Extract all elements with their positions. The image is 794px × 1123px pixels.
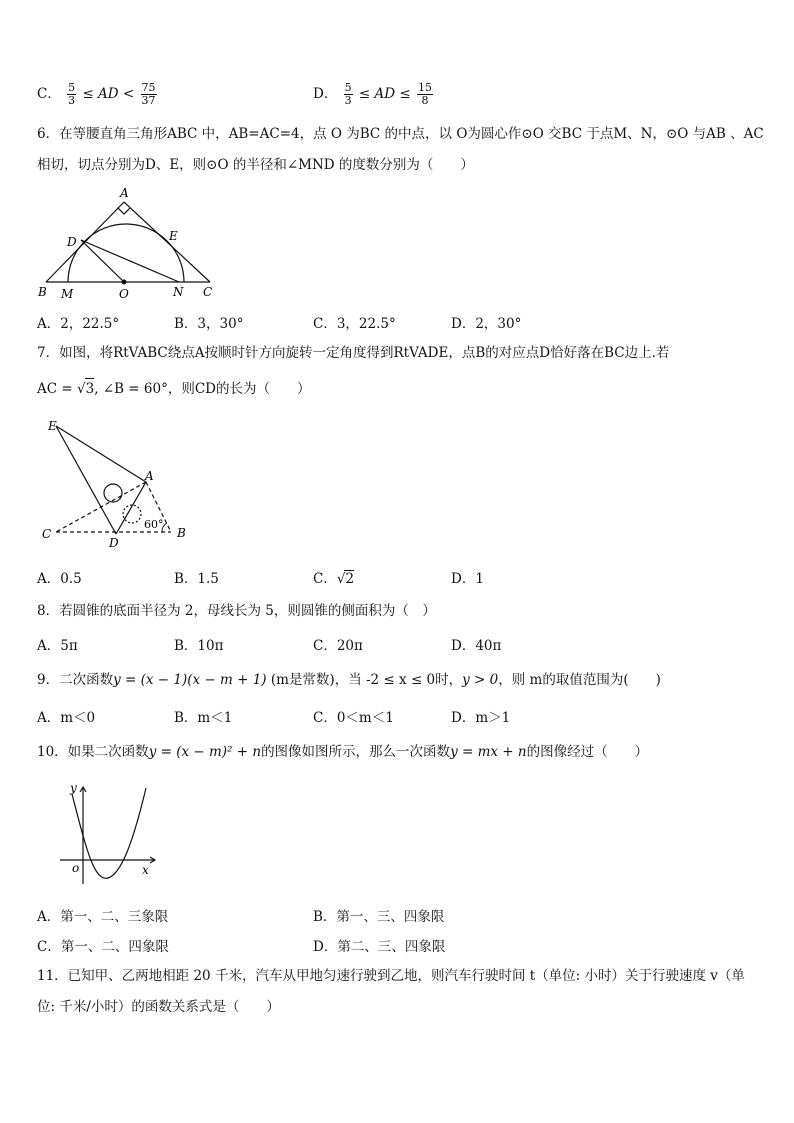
q8-stem: 8．若圆锥的底面半径为 2，母线长为 5，则圆锥的侧面积为（ ） [37, 603, 436, 619]
q11-stem-line2: 位: 千米/小时）的函数关系式是（ ） [37, 999, 280, 1015]
q7-option-c[interactable]: C．√2 [313, 571, 355, 587]
q8-option-d[interactable]: D．40π [451, 638, 502, 654]
q10-option-b[interactable]: B．第一、三、四象限 [313, 909, 445, 925]
q6-figure [36, 184, 218, 302]
axis-y-label: y [70, 781, 77, 795]
q9-expression: y = (x − 1)(x − m + 1) [113, 672, 267, 688]
fraction: $\frac{15}{8}$ [418, 81, 432, 107]
q9-option-d[interactable]: D．m＞1 [451, 710, 511, 726]
label-e: E [48, 419, 57, 433]
label-m: M [61, 287, 74, 301]
q8-option-c[interactable]: C．20π [313, 638, 363, 654]
q5-option-c[interactable]: C． $\frac{5}{3}$ ≤ AD < $\frac{75}{37}$ [37, 81, 156, 107]
fraction: $\frac{75}{37}$ [141, 81, 156, 107]
angle-label: 60° [144, 518, 164, 531]
q10-graph [56, 778, 160, 890]
q6-option-b[interactable]: B．3，30° [174, 316, 244, 332]
q7-figure [36, 416, 196, 552]
label-c: C [42, 527, 52, 541]
fraction: $\frac{5}{3}$ [344, 81, 352, 107]
label-b: B [38, 285, 47, 299]
q9-option-c[interactable]: C．0＜m＜1 [313, 710, 394, 726]
q10-stem: 10．如果二次函数y = (x − m)² + n的图像如图所示，那么一次函数y = mx + n的图像经过（ ） [37, 744, 649, 760]
label-d: D [67, 235, 77, 249]
q5-option-d[interactable]: D． $\frac{5}{3}$ ≤ AD ≤ $\frac{15}{8}$ [313, 81, 432, 107]
label-n: N [173, 285, 184, 299]
q10-linear-expression: y = mx + n [450, 744, 527, 760]
q7-stem-line1: 7．如图，将RtVABC绕点A按顺时针方向旋转一定角度得到RtVADE，点B的对应点D恰好落在BC边上.若 [37, 345, 670, 361]
q10-option-d[interactable]: D．第二、三、四象限 [313, 939, 446, 955]
q10-option-c[interactable]: C．第一、二、四象限 [37, 939, 169, 955]
q10-option-a[interactable]: A．第一、二、三象限 [37, 909, 169, 925]
label-a: A [120, 186, 129, 200]
label-o: O [119, 287, 129, 301]
label-a: A [145, 469, 154, 483]
q9-option-b[interactable]: B．m＜1 [174, 710, 233, 726]
origin-label: o [72, 861, 80, 875]
label-c: C [203, 285, 213, 299]
q9-stem: 9．二次函数y = (x − 1)(x − m + 1) (m是常数)，当 -2 ≤ x ≤ 0时，y > 0，则 m的取值范围为( ) [37, 672, 661, 688]
q6-stem-line1: 6．在等腰直角三角形ABC 中，AB=AC=4，点 O 为BC 的中点，以 O为圆心作⊙O 交BC 于点M、N，⊙O 与AB 、AC [37, 126, 764, 142]
q9-condition: y > 0 [462, 672, 499, 688]
fraction: $\frac{5}{3}$ [68, 81, 76, 107]
q7-option-d[interactable]: D．1 [451, 571, 484, 587]
q6-stem-line2: 相切，切点分别为D、E，则⊙O 的半径和∠MND 的度数分别为（ ） [37, 157, 474, 173]
q6-option-d[interactable]: D．2，30° [451, 316, 522, 332]
q8-option-b[interactable]: B．10π [174, 638, 224, 654]
q6-option-a[interactable]: A．2，22.5° [37, 316, 120, 332]
q8-option-a[interactable]: A．5π [37, 638, 78, 654]
q9-option-a[interactable]: A．m＜0 [37, 710, 96, 726]
label-e: E [169, 229, 178, 243]
label-d: D [109, 536, 119, 550]
q7-stem-line2: AC = √3, ∠B = 60°，则CD的长为（ ） [37, 378, 310, 399]
q11-stem-line1: 11．已知甲、乙两地相距 20 千米，汽车从甲地匀速行驶到乙地，则汽车行驶时间 t（单位: 小时）关于行驶速度 v（单 [37, 968, 745, 984]
label-b: B [177, 526, 186, 540]
q6-option-c[interactable]: C．3，22.5° [313, 316, 396, 332]
axis-x-label: x [142, 863, 149, 877]
q7-option-b[interactable]: B．1.5 [174, 571, 219, 587]
q10-expression: y = (x − m)² + n [148, 744, 262, 760]
q7-option-a[interactable]: A．0.5 [37, 571, 82, 587]
